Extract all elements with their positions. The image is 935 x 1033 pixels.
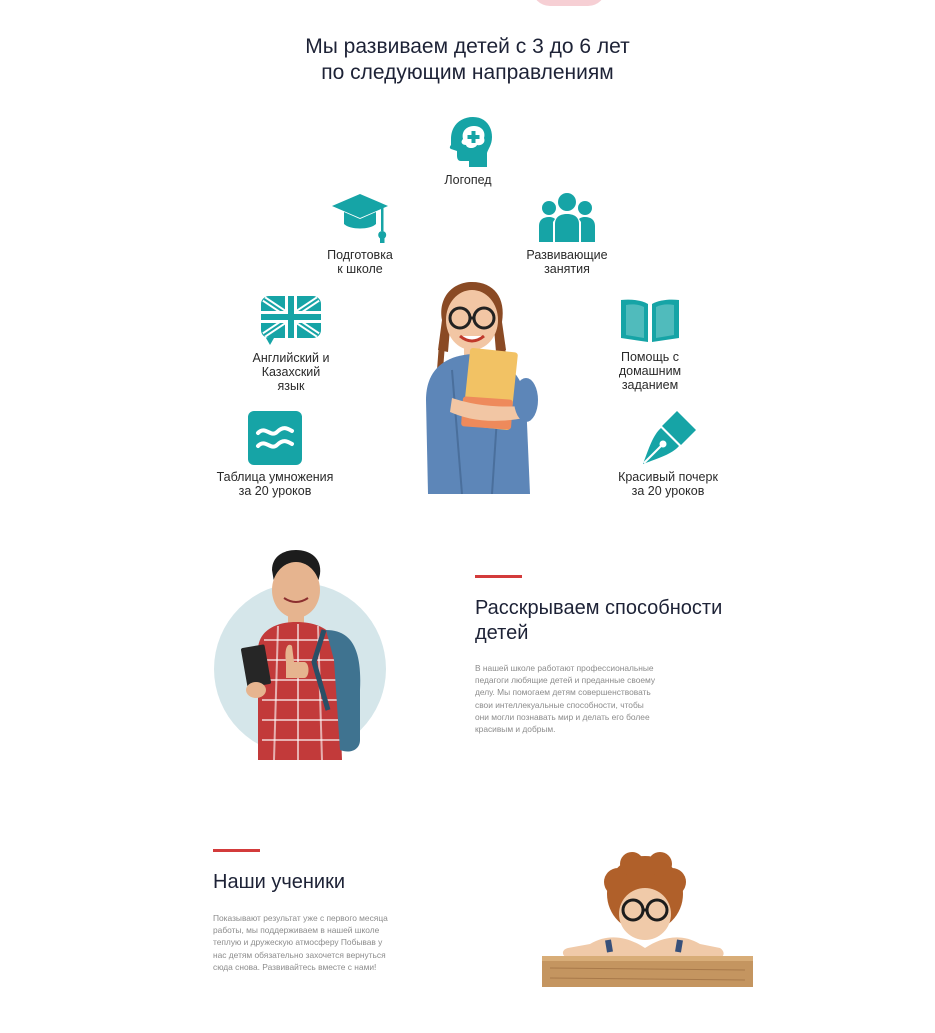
direction-label-line: занятия [544, 262, 590, 276]
abilities-title [475, 596, 722, 646]
abilities-title-line-2: детей [475, 622, 529, 644]
students-text-line: работы, мы поддерживаем в нашей школе [213, 925, 380, 936]
boy-with-backpack-image [214, 550, 389, 760]
abilities-text-line: красивым и добрым. [475, 724, 556, 735]
accent-bar [213, 849, 260, 852]
abilities-title-line-1: Расскрываем способности [475, 597, 723, 619]
direction-label-line: за 20 уроков [631, 484, 705, 498]
direction-label-line: Развивающие [526, 248, 608, 262]
direction-speech-therapist[interactable] [393, 115, 543, 187]
head-brain-icon [443, 115, 493, 169]
open-book-icon [619, 296, 681, 346]
curly-boy-at-desk-image [540, 852, 755, 987]
direction-label-line: заданием [621, 378, 679, 392]
students-text-line: теплую и дружескую атмосферу Побывав у [213, 937, 383, 948]
direction-label-line: за 20 уроков [238, 484, 312, 498]
approx-equal-icon [247, 410, 303, 466]
direction-developmental-classes[interactable] [492, 192, 642, 276]
abilities-text-line: свои интеллекуальные способности, чтобы [475, 699, 644, 710]
heading-line-1: Мы развиваем детей с 3 до 6 лет [305, 35, 630, 58]
abilities-text-line: В нашей школе работают профессиональные [475, 663, 654, 673]
heading-line-2: по следующим направлениям [321, 61, 614, 84]
students-text-line: сюда снова. Развивайтесь вместе с нами! [213, 961, 377, 972]
students-text-line: нас детям обязательно захочется вернуться [213, 949, 386, 960]
direction-label-line: Казахский [261, 365, 321, 379]
direction-homework-help[interactable] [575, 296, 725, 392]
abilities-text-line: делу. Мы помогаем детям совершенствовать [475, 687, 651, 698]
direction-languages[interactable] [216, 295, 366, 393]
students-title: Наши ученики [213, 871, 346, 893]
abilities-text-line: педагоги любящие детей и преданные своему [475, 675, 656, 686]
direction-label-line: Красивый почерк [618, 470, 718, 484]
direction-label-line: к школе [337, 262, 383, 276]
abilities-description [475, 662, 655, 735]
students-text-line: Показывают результат уже с первого месяца [213, 913, 388, 923]
direction-label-line: Логопед [444, 173, 492, 187]
accent-bar [475, 575, 522, 578]
direction-label-line: домашним [618, 364, 682, 378]
direction-school-prep[interactable] [285, 192, 435, 276]
fountain-pen-icon [639, 410, 697, 466]
direction-label-line: Английский и [252, 351, 330, 365]
graduation-cap-icon [330, 192, 390, 244]
top-decoration [532, 0, 606, 6]
direction-handwriting[interactable] [593, 410, 743, 498]
direction-label-line: язык [277, 379, 305, 393]
direction-label-line: Таблица умножения [216, 470, 334, 484]
students-description [213, 912, 388, 973]
direction-label-line: Подготовка [327, 248, 393, 262]
people-group-icon [537, 192, 597, 244]
abilities-text-line: они могли познавать мир и делать его более [475, 711, 650, 722]
section-heading [0, 34, 935, 86]
direction-multiplication-table[interactable] [200, 410, 350, 498]
girl-with-books-image [422, 280, 548, 494]
uk-flag-icon [260, 295, 322, 347]
direction-label-line: Помощь с [620, 350, 679, 364]
